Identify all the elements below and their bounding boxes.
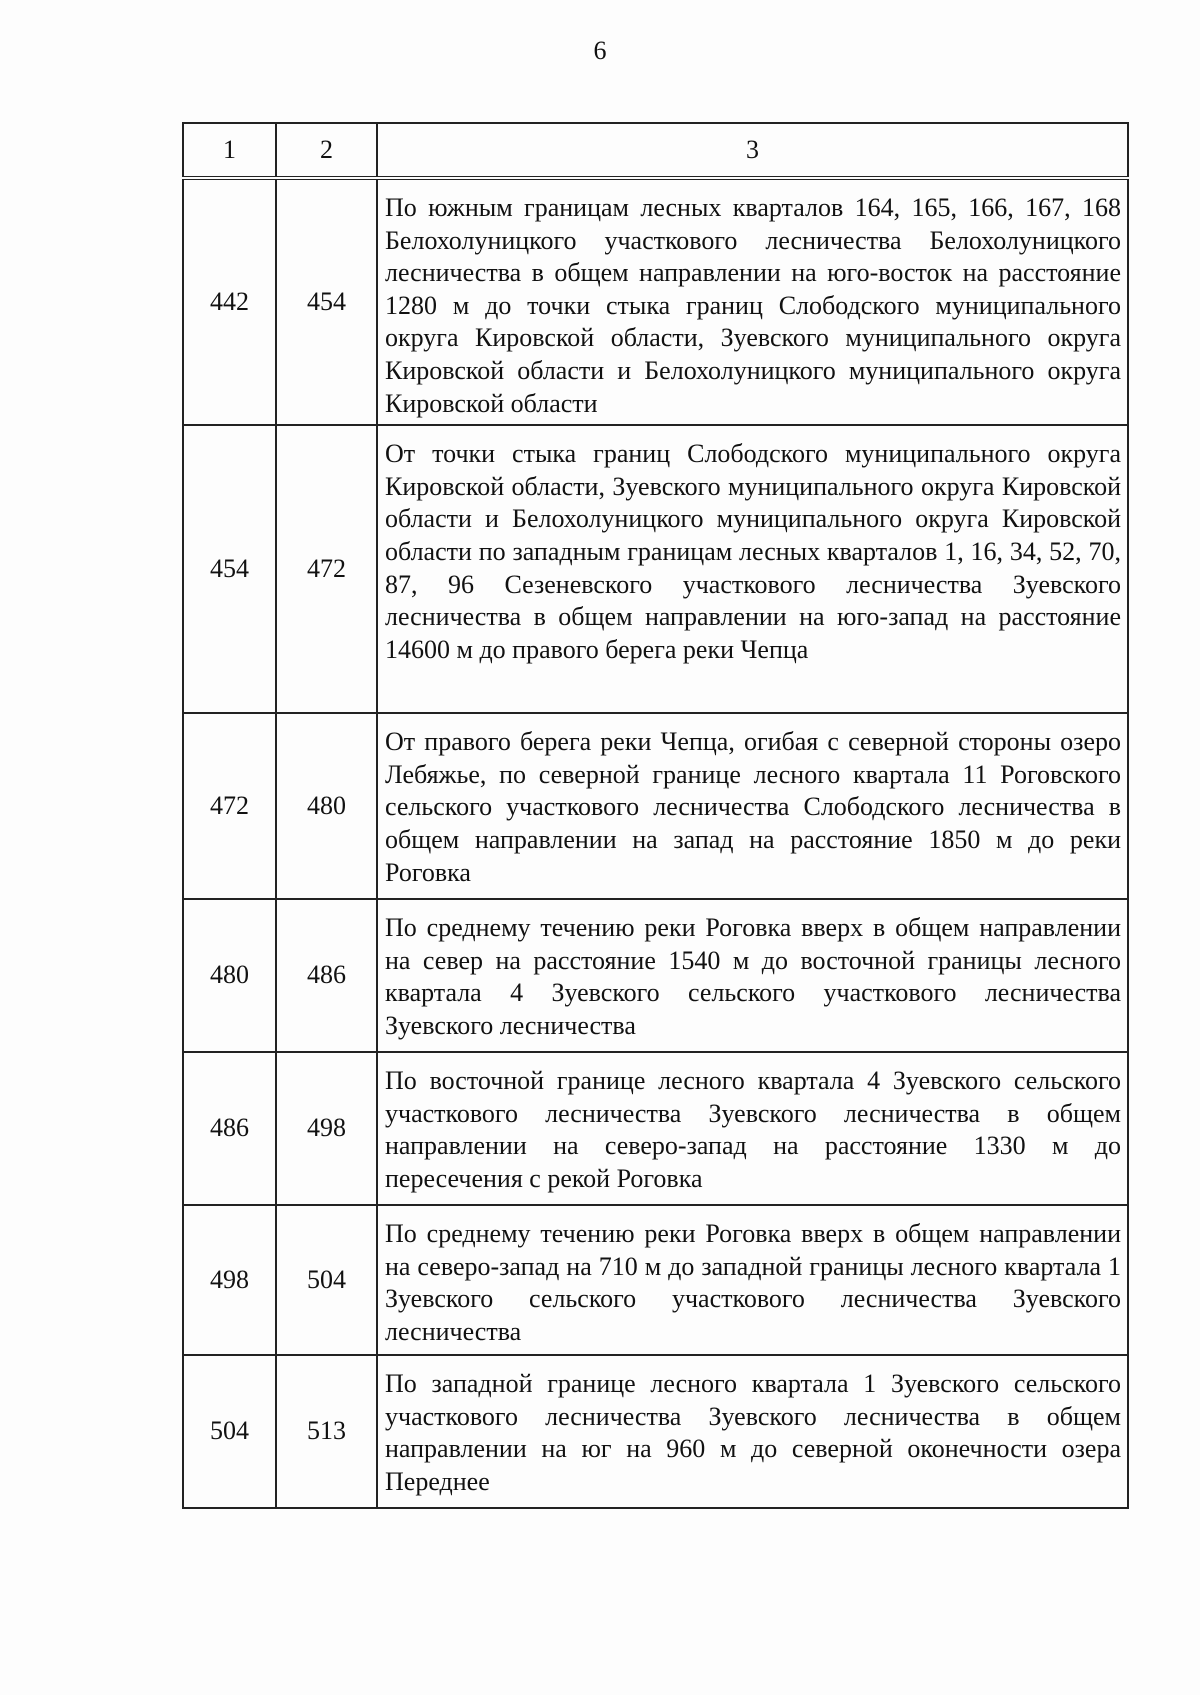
column-header-3: 3	[377, 123, 1128, 178]
from-point: 486	[183, 1052, 276, 1205]
to-point: 504	[276, 1205, 377, 1355]
from-point: 480	[183, 899, 276, 1052]
column-header-2: 2	[276, 123, 377, 178]
boundary-description: По среднему течению реки Роговка вверх в общем направлении на север на расстояние 1540 м до восточной границы лесного квартала 4 Зуевского сельского участкового лесничества Зуевского лесничества	[377, 899, 1128, 1052]
column-header-1: 1	[183, 123, 276, 178]
table-header-row	[183, 123, 1128, 178]
page-number: 6	[593, 36, 607, 65]
from-point: 442	[183, 178, 276, 425]
to-point: 486	[276, 899, 377, 1052]
table-row	[183, 899, 1128, 1052]
boundary-description: По среднему течению реки Роговка вверх в общем направлении на северо-запад на 710 м до западной границы лесного квартала 1 Зуевского сельского участкового лесничества Зуевского лесничества	[377, 1205, 1128, 1355]
table-row	[183, 713, 1128, 899]
table-row	[183, 1205, 1128, 1355]
to-point: 498	[276, 1052, 377, 1205]
boundary-description: По западной границе лесного квартала 1 Зуевского сельского участкового лесничества Зуевского лесничества в общем направлении на юг на 960 м до северной оконечности озера Переднее	[377, 1355, 1128, 1508]
boundary-description: По южным границам лесных кварталов 164, 165, 166, 167, 168 Белохолуницкого участкового лесничества Белохолуницкого лесничества в общем направлении на юго-восток на расстояние 1280 м до точки стыка границ Слободского муниципального округа Кировской области, Зуевского муниципального округа Кировской области и Белохолуницкого муниципального округа Кировской области	[377, 178, 1128, 425]
from-point: 454	[183, 425, 276, 713]
table-row	[183, 1052, 1128, 1205]
from-point: 504	[183, 1355, 276, 1508]
to-point: 454	[276, 178, 377, 425]
table-row	[183, 178, 1128, 425]
from-point: 472	[183, 713, 276, 899]
boundary-description: От правого берега реки Чепца, огибая с северной стороны озеро Лебяжье, по северной границе лесного квартала 11 Роговского сельского участкового лесничества Слободского лесничества в общем направлении на запад на расстояние 1850 м до реки Роговка	[377, 713, 1128, 899]
boundary-table	[182, 122, 1129, 1509]
to-point: 472	[276, 425, 377, 713]
to-point: 480	[276, 713, 377, 899]
boundary-description: От точки стыка границ Слободского муниципального округа Кировской области, Зуевского муниципального округа Кировской области и Белохолуницкого муниципального округа Кировской области по западным границам лесных кварталов 1, 16, 34, 52, 70, 87, 96 Сезеневского участкового лесничества Зуевского лесничества в общем направлении на юго-запад на расстояние 14600 м до правого берега реки Чепца	[377, 425, 1128, 713]
table-row	[183, 425, 1128, 713]
boundary-description: По восточной границе лесного квартала 4 Зуевского сельского участкового лесничества Зуевского лесничества в общем направлении на северо-запад на расстояние 1330 м до пересечения с рекой Роговка	[377, 1052, 1128, 1205]
from-point: 498	[183, 1205, 276, 1355]
table-row	[183, 1355, 1128, 1508]
to-point: 513	[276, 1355, 377, 1508]
